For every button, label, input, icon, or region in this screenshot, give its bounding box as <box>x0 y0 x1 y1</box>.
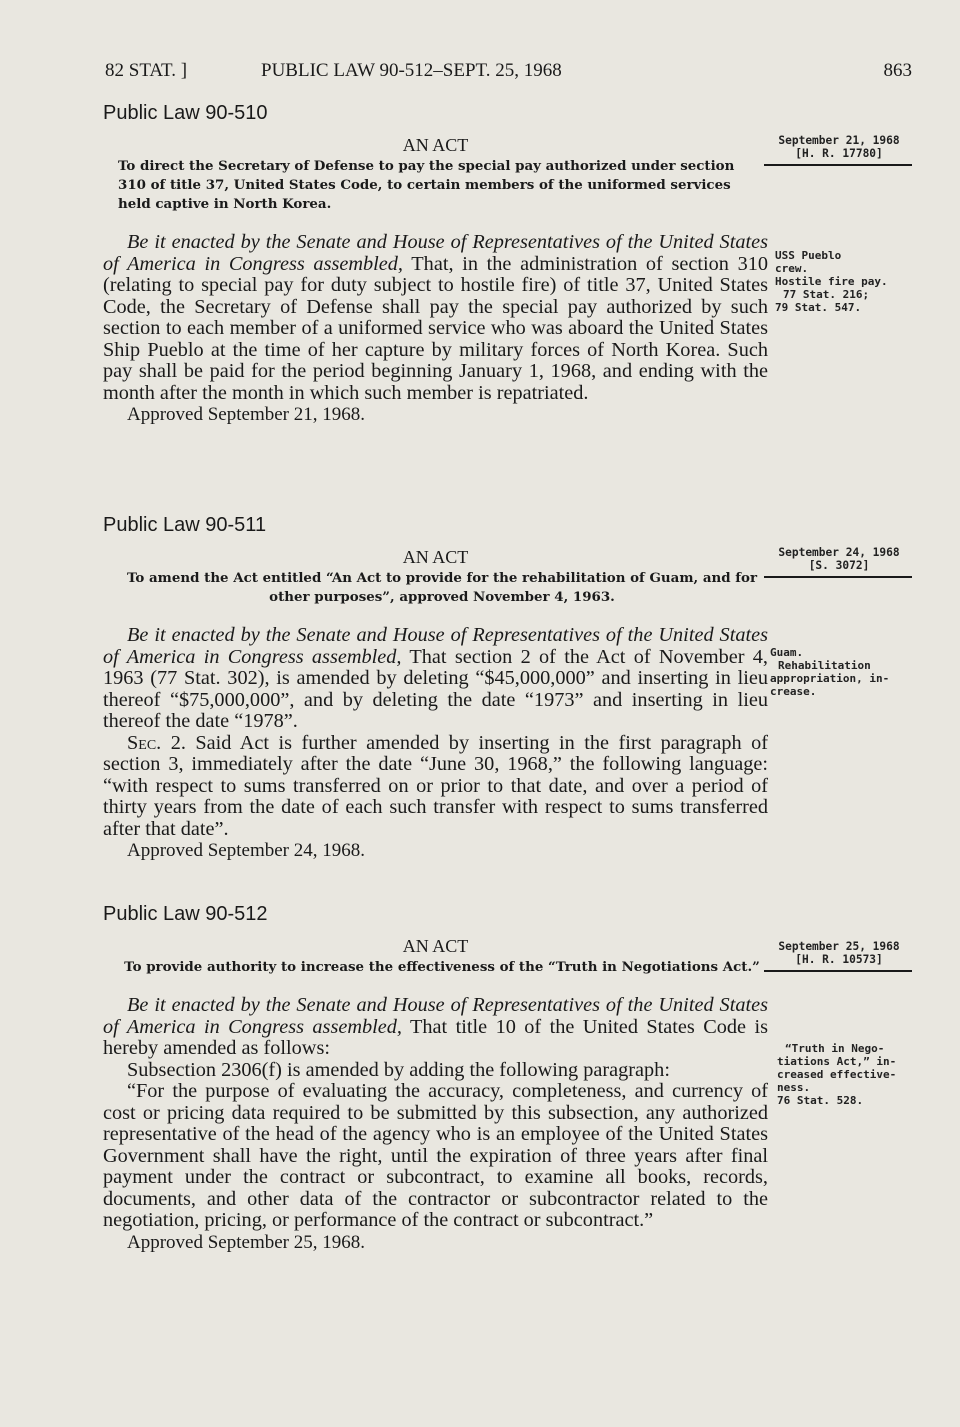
act-purpose: To provide authority to increase the effectiveness of the “Truth in Negotiations Act.” <box>124 959 760 975</box>
side-bill: [S. 3072] <box>808 559 870 572</box>
side-date: September 24, 1968 <box>778 546 900 559</box>
act-purpose: To amend the Act entitled “An Act to provide for the rehabilitation of Guam, and for other purposes”, approved November 4, 1963. <box>126 570 758 605</box>
section-label: Sec. 2. <box>127 731 186 754</box>
approval-date: Approved September 21, 1968. <box>127 404 365 425</box>
approval-date: Approved September 25, 1968. <box>127 1231 365 1253</box>
act-body <box>103 625 768 840</box>
side-bill: [H. R. 10573] <box>795 953 883 966</box>
margin-note: ness. <box>777 1081 811 1094</box>
margin-note: 76 Stat. 528. <box>777 1094 864 1107</box>
margin-notes-90-512 <box>777 1042 919 1107</box>
section-2-paragraph <box>103 733 768 841</box>
margin-note: appropriation, in- <box>770 672 890 685</box>
stat-reference: 82 STAT. ] <box>105 60 188 81</box>
enacting-paragraph <box>103 995 768 1060</box>
law-90-510 <box>103 102 768 426</box>
margin-note: USS Pueblo <box>775 249 842 262</box>
law-90-512 <box>103 903 768 1254</box>
act-body <box>103 995 768 1232</box>
body-text: That, in the administration of section 310 (relating to special pay for duty subject to hostile fire) of title 37, United States Code, the Secretary of Defense shall pay the special pay authorized by such section to each member of a uniformed service who was aboard the United States Ship Pueblo at the time of her capture by military forces of North Korea. Such pay shall be paid for the period beginning January 1, 1968, and ending with the month after the month in which such member is repatriated. <box>103 252 768 404</box>
margin-note: crew. <box>775 262 809 275</box>
side-bill: [H. R. 17780] <box>795 147 883 160</box>
margin-note: crease. <box>770 685 817 698</box>
amendment-paragraph: Subsection 2306(f) is amended by adding the following paragraph: <box>127 1058 670 1081</box>
enacting-clause: Be it enacted by the Senate and House of Representatives of the United States of America in Congress assembled, <box>103 994 768 1038</box>
margin-note: 77 Stat. 216; <box>783 288 870 301</box>
margin-note: Hostile fire pay. <box>775 275 888 288</box>
quoted-paragraph: “For the purpose of evaluating the accuracy, completeness, and currency of cost or pricing data required to be submitted by this subsection, any authorized representative of the head of the agency who is an employee of the United States Government shall have the right, until the expiration of three years after final payment under the contract or subcontract, to examine all books, records, documents, and other data of the contractor or subcontractor related to the negotiation, pricing, or performance of the contract or subcontract.” <box>103 1080 768 1231</box>
sidenote-date-90-512 <box>764 940 914 972</box>
sidenote-date-90-510 <box>764 134 914 166</box>
margin-note: creased effective- <box>777 1068 897 1081</box>
side-date: September 25, 1968 <box>778 940 900 953</box>
enacting-clause: Be it enacted by the Senate and House of Representatives of the United States of America in Congress assembled, <box>103 624 768 668</box>
sidenote-date-90-511 <box>764 546 914 578</box>
margin-note: Guam. <box>770 646 804 659</box>
page-number: 863 <box>883 60 912 81</box>
margin-note: 79 Stat. 547. <box>775 301 862 314</box>
running-header <box>105 60 912 84</box>
act-body <box>103 232 768 404</box>
margin-notes-90-510 <box>775 249 917 314</box>
an-act-heading: AN ACT <box>402 135 469 155</box>
an-act-heading: AN ACT <box>402 547 469 567</box>
margin-notes-90-511 <box>770 646 912 698</box>
side-date: September 21, 1968 <box>778 134 900 147</box>
enacting-paragraph <box>103 625 768 733</box>
approval-date: Approved September 24, 1968. <box>127 840 365 861</box>
law-90-511 <box>103 514 768 862</box>
body-text: That title 10 of the United States Code is hereby amended as follows: <box>103 1015 768 1059</box>
law-number: Public Law 90-512 <box>103 903 268 925</box>
running-title: PUBLIC LAW 90-512–SEPT. 25, 1968 <box>261 60 562 81</box>
enacting-clause: Be it enacted by the Senate and House of Representatives of the United States of America in Congress assembled, <box>103 231 768 275</box>
side-rule <box>764 164 912 166</box>
law-number: Public Law 90-510 <box>103 102 268 124</box>
body-text: Said Act is further amended by inserting in the first paragraph of section 3, immediately after the date “June 30, 1968,” the following language: “with respect to sums transferred on or prior to that date, and over a period of thirty years from the date of each such transfer with respect to sums transferred after that date”. <box>103 731 769 840</box>
side-rule <box>764 970 912 972</box>
body-text: That section 2 of the Act of November 4, 1963 (77 Stat. 302), is amended by deleting “$45,000,000” and inserting in lieu thereof “$75,000,000”, and by deleting the date “1973” and inserting in lieu thereof the date “1978”. <box>103 645 768 732</box>
law-number: Public Law 90-511 <box>103 514 267 536</box>
margin-note: Rehabilitation <box>778 659 871 672</box>
enacting-paragraph <box>103 232 768 404</box>
an-act-heading: AN ACT <box>402 936 469 956</box>
margin-note: tiations Act,” in- <box>777 1055 897 1068</box>
side-rule <box>764 576 912 578</box>
margin-note: “Truth in Nego- <box>785 1042 885 1055</box>
act-purpose: To direct the Secretary of Defense to pay the special pay authorized under section 310 of title 37, United States Code, to certain members of the uniformed services held captive in North Korea. <box>118 158 735 212</box>
